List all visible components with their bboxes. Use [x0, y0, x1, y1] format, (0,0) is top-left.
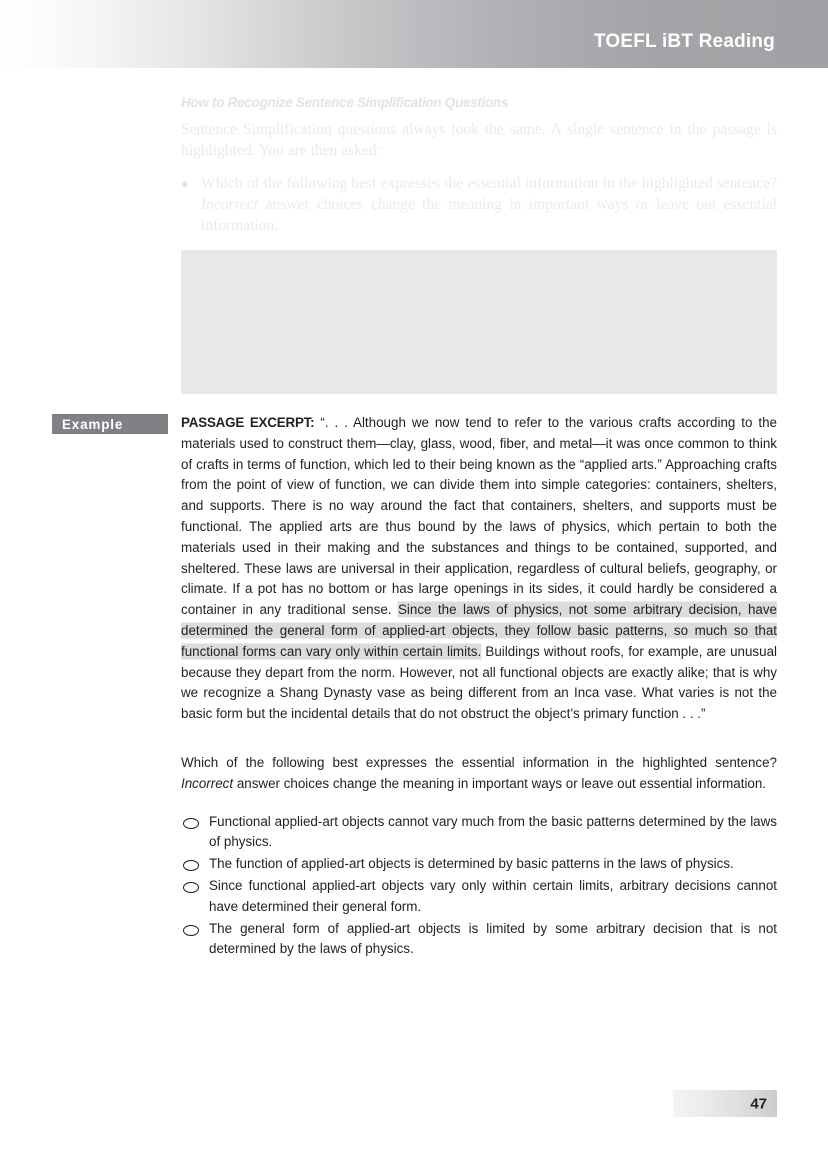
passage-excerpt-label: PASSAGE EXCERPT: [181, 415, 315, 430]
example-tag [52, 414, 168, 434]
radio-oval-icon[interactable] [183, 860, 199, 871]
answer-choice-label: Functional applied-art objects cannot vary much from the basic patterns determined by the laws of physics. [209, 813, 777, 850]
example-tag-label: Example [62, 416, 124, 432]
passage-text-part1: “. . . Although we now tend to refer to the various crafts according to the materials used to construct them—clay, glass, wood, fiber, and metal—it was once common to think of crafts in terms of function, which led to their being known as the “applied arts.” Approaching crafts from the point of view of function, we can divide them into simple categories: containers, shelters, and supports. There is no way around the fact that containers, shelters, and supports must be functional. The applied arts are thus bound by the laws of physics, which pertain to both the materials used in their making and the substances and things to be contained, supported, and sheltered. These laws are universal in their application, regardless of cultural beliefs, geography, or climate. If a pot has no bottom or has large openings in its sides, it could hardly be considered a container in any traditional sense. [181, 415, 777, 618]
faded-intro-heading: How to Recognize Sentence Simplification Questions [181, 95, 509, 110]
faded-intro-bullet [181, 173, 777, 236]
highlighted-sentence: Since the laws of physics, not some arbitrary decision, have determined the general form of applied-art objects, they follow basic patterns, so much so that functional forms can vary only within certain limits. [181, 602, 777, 659]
answer-choice-option[interactable] [181, 876, 777, 918]
passage-excerpt [181, 413, 777, 725]
answer-choice-option[interactable] [181, 812, 777, 854]
page-number: 47 [750, 1095, 767, 1112]
faded-intro-block [181, 96, 777, 236]
faded-intro-body: Sentence Simplification questions always look the same. A single sentence in the passage is highlighted. You are then asked: [181, 120, 777, 159]
bullet-dot-icon: ● [181, 175, 189, 191]
question-prompt [181, 753, 777, 795]
passage-text-part2: Buildings without roofs, for example, are unusual because they depart from the norm. However, not all functional objects are exactly alike; that is why we recognize a Shang Dynasty vase as being different from an Inca vase. What varies is not the basic form but the incidental details that do not obstruct the object’s primary function . . .” [181, 643, 777, 722]
radio-oval-icon[interactable] [183, 882, 199, 893]
answer-choice-label: The function of applied-art objects is determined by basic patterns in the laws of physics. [209, 856, 734, 872]
answer-choice-list [181, 812, 777, 961]
main-content [181, 413, 777, 961]
page-footer [673, 1090, 777, 1117]
answer-choice-label: The general form of applied-art objects is limited by some arbitrary decision that is not determined by the laws of physics. [209, 920, 777, 957]
faded-intro-bullet-text [201, 173, 777, 236]
page-title: TOEFL iBT Reading [593, 31, 775, 52]
radio-oval-icon[interactable] [183, 818, 199, 829]
question-text-before: Which of the following best expresses the essential information in the highlighted sentence? [181, 754, 777, 770]
faded-bullet-text-italic: Incorrect [201, 195, 259, 213]
question-text-after: answer choices change the meaning in important ways or leave out essential information. [233, 775, 767, 791]
faded-bullet-text-before: Which of the following best expresses the essential information in the highlighted sentence? [201, 174, 777, 192]
question-text-italic: Incorrect [181, 775, 234, 791]
grey-placeholder-panel [181, 250, 777, 394]
radio-oval-icon[interactable] [183, 925, 199, 936]
answer-choice-option[interactable] [181, 919, 777, 961]
answer-choice-option[interactable] [181, 854, 777, 875]
faded-bullet-text-after: answer choices change the meaning in important ways or leave out essential information. [201, 195, 777, 234]
page-header-band [0, 0, 828, 68]
answer-choice-label: Since functional applied-art objects vary only within certain limits, arbitrary decisions cannot have determined their general form. [209, 877, 777, 914]
